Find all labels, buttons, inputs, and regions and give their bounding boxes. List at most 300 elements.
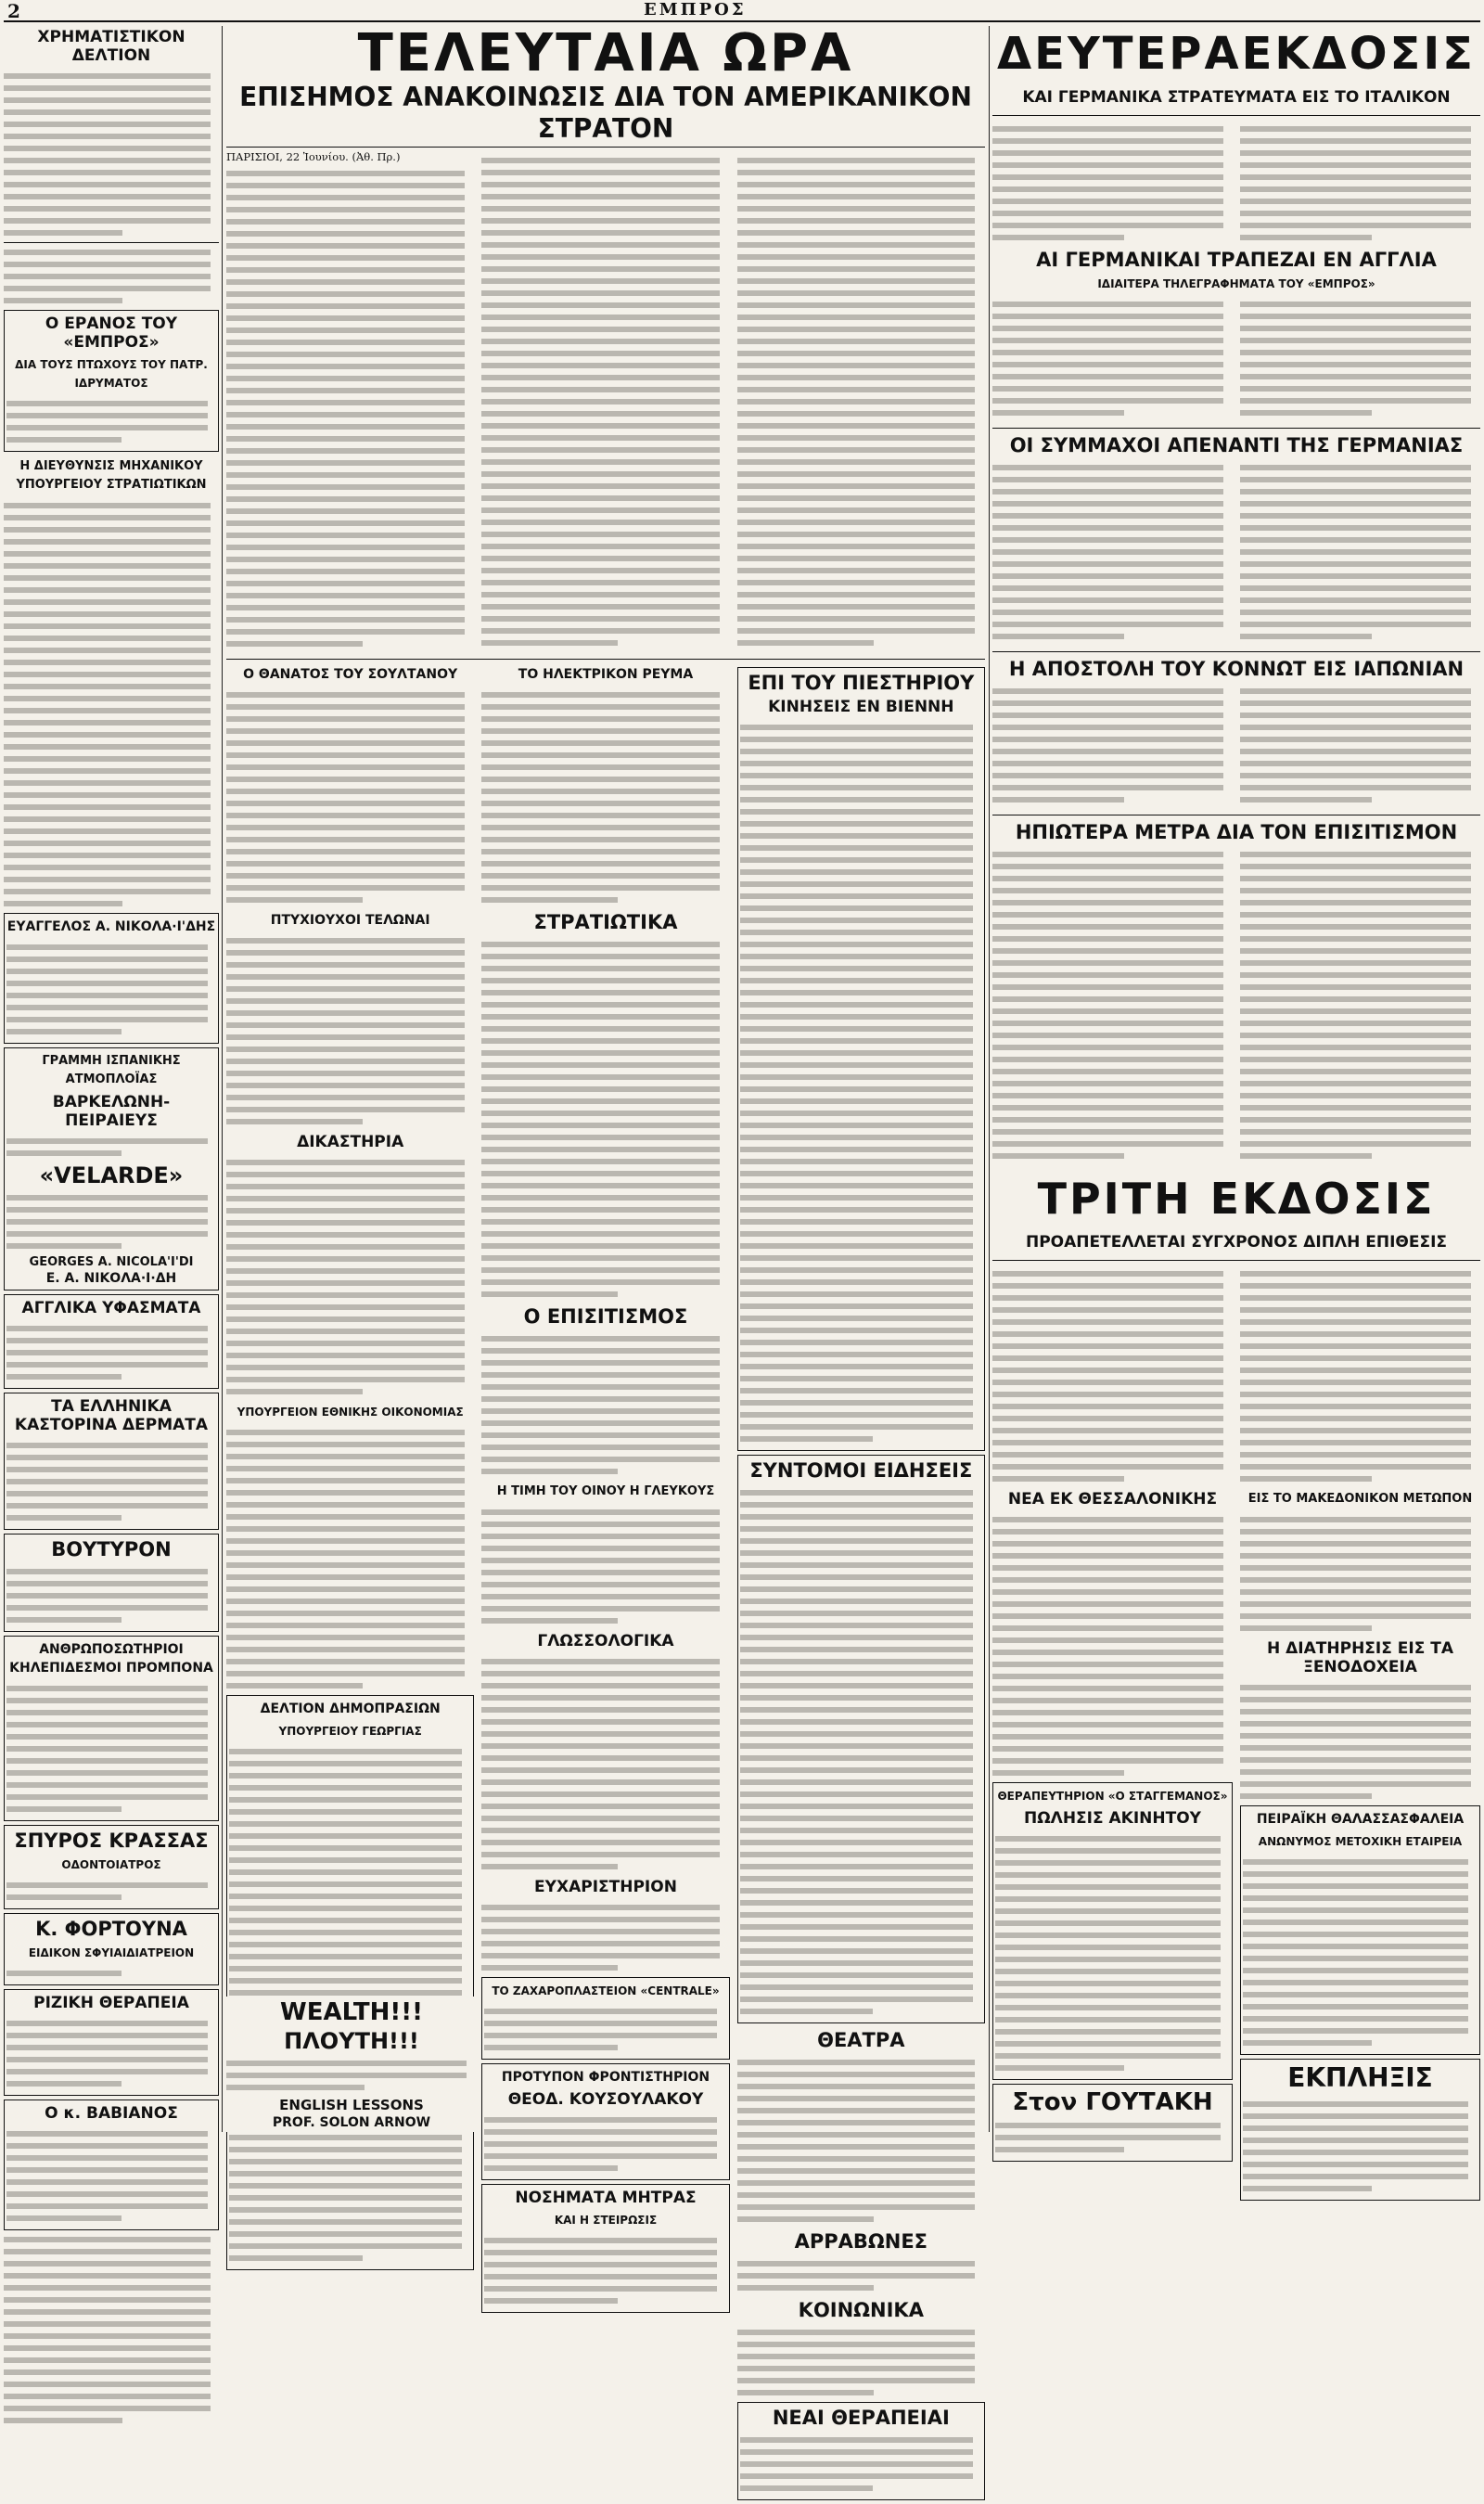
insurance-subtitle: ΑΝΩΝΥΜΟΣ ΜΕΤΟΧΙΚΗ ΕΤΑΙΡΕΙΑ bbox=[1258, 1835, 1463, 1848]
text-line bbox=[992, 1295, 1223, 1301]
text-line bbox=[226, 801, 465, 806]
text-line bbox=[1240, 1625, 1372, 1631]
text-line bbox=[740, 1912, 973, 1918]
text-line bbox=[992, 174, 1223, 180]
text-line bbox=[4, 696, 211, 701]
markets-text bbox=[4, 73, 219, 236]
nosimata-title: ΝΟΣΗΜΑΤΑ ΜΗΤΡΑΣ bbox=[515, 2188, 697, 2207]
text-line bbox=[737, 2096, 976, 2101]
text-line bbox=[226, 376, 465, 381]
text-line bbox=[992, 1307, 1223, 1313]
text-line bbox=[1240, 1129, 1471, 1135]
text-line bbox=[737, 399, 976, 404]
text-line bbox=[992, 350, 1223, 355]
text-line bbox=[226, 1659, 465, 1664]
text-line bbox=[992, 888, 1223, 893]
text-line bbox=[740, 1960, 973, 1966]
text-line bbox=[740, 1207, 973, 1213]
text-line bbox=[992, 1589, 1223, 1595]
text-line bbox=[995, 2005, 1221, 2010]
text-line bbox=[481, 1731, 720, 1737]
text-line bbox=[740, 1804, 973, 1809]
text-line bbox=[481, 1457, 720, 1462]
text-line bbox=[6, 1746, 208, 1752]
eranos-text bbox=[6, 401, 216, 443]
text-line bbox=[992, 1758, 1223, 1764]
text-line bbox=[4, 2382, 211, 2387]
syntomoi-box bbox=[737, 1455, 985, 2023]
text-line bbox=[4, 672, 211, 677]
text-line bbox=[740, 845, 973, 851]
text-line bbox=[992, 737, 1223, 742]
text-line bbox=[740, 2485, 874, 2491]
text-line bbox=[740, 773, 973, 778]
text-line bbox=[226, 752, 465, 758]
prompona-title: ΑΝΘΡΩΠΟΣΩΤΗΡΙΟΙ ΚΗΛΕΠΙΔΕΣΜΟΙ ΠΡΟΜΠΟΝΑ bbox=[9, 1642, 213, 1676]
text-line bbox=[740, 1291, 973, 1297]
text-line bbox=[481, 1279, 720, 1285]
text-line bbox=[226, 1107, 465, 1112]
text-line bbox=[4, 170, 211, 175]
text-line bbox=[481, 1804, 720, 1809]
text-line bbox=[737, 532, 976, 537]
text-line bbox=[229, 1990, 462, 1996]
text-line bbox=[481, 339, 720, 344]
text-line bbox=[4, 684, 211, 689]
text-line bbox=[1240, 610, 1471, 615]
text-line bbox=[1240, 1069, 1471, 1074]
text-line bbox=[226, 231, 465, 237]
text-line bbox=[1240, 1428, 1471, 1433]
text-line bbox=[6, 1605, 208, 1611]
text-line bbox=[740, 1550, 973, 1556]
text-line bbox=[481, 1953, 720, 1958]
text-line bbox=[229, 1906, 462, 1911]
text-line bbox=[737, 278, 976, 284]
text-line bbox=[1243, 1932, 1468, 1937]
text-line bbox=[481, 1767, 720, 1773]
text-line bbox=[995, 1920, 1221, 1926]
text-line bbox=[995, 1860, 1221, 1866]
text-line bbox=[737, 158, 976, 163]
text-line bbox=[1240, 713, 1471, 718]
text-line bbox=[1240, 1295, 1471, 1301]
text-line bbox=[481, 1445, 720, 1450]
text-line bbox=[4, 732, 211, 738]
text-line bbox=[481, 1183, 720, 1188]
text-line bbox=[481, 1695, 720, 1701]
text-line bbox=[226, 885, 465, 891]
text-line bbox=[6, 2143, 208, 2149]
text-line bbox=[226, 974, 465, 980]
text-line bbox=[226, 2073, 467, 2078]
text-line bbox=[737, 302, 976, 308]
text-line bbox=[737, 2084, 976, 2089]
text-line bbox=[992, 1416, 1223, 1421]
text-line bbox=[481, 1743, 720, 1749]
text-line bbox=[226, 716, 465, 722]
text-line bbox=[992, 199, 1223, 204]
text-line bbox=[992, 1601, 1223, 1607]
text-line bbox=[226, 1430, 465, 1435]
text-line bbox=[992, 1650, 1223, 1655]
text-line bbox=[1240, 1464, 1471, 1470]
text-line bbox=[992, 1625, 1223, 1631]
page-number: 2 bbox=[7, 0, 20, 22]
text-line bbox=[1240, 513, 1471, 519]
text-line bbox=[481, 170, 720, 175]
text-line bbox=[6, 1794, 208, 1800]
text-line bbox=[995, 2147, 1124, 2152]
text-line bbox=[740, 1791, 973, 1797]
text-line bbox=[740, 1562, 973, 1568]
text-line bbox=[992, 1021, 1223, 1026]
text-line bbox=[1240, 199, 1471, 204]
text-line bbox=[1240, 700, 1471, 706]
text-line bbox=[481, 1372, 720, 1378]
text-line bbox=[226, 436, 465, 442]
text-line bbox=[992, 1553, 1223, 1559]
text-line bbox=[226, 340, 465, 345]
text-line bbox=[740, 1864, 973, 1869]
text-line bbox=[737, 2156, 976, 2162]
text-line bbox=[740, 1135, 973, 1140]
text-line bbox=[740, 1514, 973, 1520]
text-line bbox=[1243, 1980, 1468, 1985]
text-line bbox=[1243, 2040, 1372, 2046]
text-line bbox=[226, 460, 465, 466]
text-line bbox=[1240, 725, 1471, 730]
text-line bbox=[992, 936, 1223, 942]
text-line bbox=[4, 2237, 211, 2242]
text-line bbox=[740, 1328, 973, 1333]
text-line bbox=[740, 761, 973, 766]
text-line bbox=[6, 1374, 122, 1380]
nosimata-box bbox=[481, 2184, 729, 2313]
text-line bbox=[992, 948, 1223, 954]
text-line bbox=[226, 1244, 465, 1250]
subhead-double-attack: ΠΡΟΑΠΕΤΕΛΛΕΤΑΙ ΣΥΓΧΡΟΝΟΣ ΔΙΠΛΗ ΕΠΙΘΕΣΙΣ bbox=[992, 1226, 1480, 1261]
text-line bbox=[226, 533, 465, 538]
neai-box bbox=[737, 2402, 985, 2500]
text-line bbox=[481, 861, 720, 867]
text-line bbox=[226, 1071, 465, 1076]
text-line bbox=[229, 1869, 462, 1875]
text-line bbox=[6, 1491, 208, 1496]
text-line bbox=[229, 1942, 462, 1947]
text-line bbox=[226, 1514, 465, 1520]
text-line bbox=[737, 2120, 976, 2125]
text-line bbox=[740, 1267, 973, 1273]
text-line bbox=[481, 1755, 720, 1761]
krassas-subtitle: ΟΔΟΝΤΟΙΑΤΡΟΣ bbox=[61, 1858, 161, 1871]
text-line bbox=[481, 532, 720, 537]
small-ads bbox=[4, 2237, 219, 2423]
text-line bbox=[1240, 537, 1471, 543]
text-line bbox=[481, 254, 720, 260]
notice-text bbox=[4, 503, 219, 906]
text-line bbox=[6, 1443, 208, 1448]
text-line bbox=[481, 873, 720, 879]
text-line bbox=[481, 1123, 720, 1128]
text-line bbox=[992, 1045, 1223, 1050]
text-line bbox=[226, 1599, 465, 1604]
text-line bbox=[1240, 1541, 1471, 1547]
text-line bbox=[481, 1360, 720, 1366]
measures-title: ΗΠΙΩΤΕΡΑ ΜΕΤΡΑ ΔΙΑ ΤΟΝ ΕΠΙΣΙΤΙΣΜΟΝ bbox=[1015, 821, 1458, 843]
text-line bbox=[481, 716, 720, 722]
text-line bbox=[481, 1965, 618, 1971]
text-line bbox=[481, 520, 720, 525]
text-line bbox=[226, 1526, 465, 1532]
text-line bbox=[1240, 936, 1471, 942]
text-line bbox=[1240, 972, 1471, 978]
text-line bbox=[6, 957, 208, 962]
text-line bbox=[992, 1440, 1223, 1445]
text-line bbox=[1240, 1307, 1471, 1313]
text-line bbox=[1240, 585, 1471, 591]
text-line bbox=[481, 616, 720, 622]
headline-third-edition: ΤΡΙΤΗ ΕΚΔΟΣΙΣ bbox=[1037, 1174, 1436, 1224]
text-line bbox=[226, 2061, 467, 2066]
text-line bbox=[4, 563, 211, 569]
text-line bbox=[1240, 138, 1471, 144]
ptychiouchoi-title: ΠΤΥΧΙΟΥΧΟΙ ΤΕΛΩΝΑΙ bbox=[270, 912, 430, 928]
text-line bbox=[229, 2183, 462, 2189]
fabrics-title: ΑΓΓΛΙΚΑ ΥΦΑΣΜΑΤΑ bbox=[21, 1299, 201, 1317]
text-line bbox=[481, 182, 720, 187]
text-line bbox=[484, 2129, 717, 2135]
text-line bbox=[6, 1515, 122, 1521]
text-line bbox=[481, 194, 720, 199]
text-line bbox=[1243, 1859, 1468, 1865]
text-line bbox=[226, 1208, 465, 1213]
text-line bbox=[740, 833, 973, 839]
text-line bbox=[481, 764, 720, 770]
text-line bbox=[4, 611, 211, 617]
text-line bbox=[481, 471, 720, 477]
text-line bbox=[992, 1069, 1223, 1074]
text-line bbox=[4, 551, 211, 557]
text-line bbox=[481, 1840, 720, 1845]
text-line bbox=[740, 1183, 973, 1188]
text-line bbox=[6, 2203, 208, 2209]
text-line bbox=[481, 1291, 618, 1297]
text-line bbox=[1240, 1721, 1471, 1727]
text-line bbox=[481, 825, 720, 830]
text-line bbox=[4, 756, 211, 762]
text-line bbox=[4, 206, 211, 212]
text-line bbox=[1240, 773, 1471, 778]
text-line bbox=[4, 250, 211, 255]
text-line bbox=[737, 182, 976, 187]
text-line bbox=[6, 2021, 208, 2026]
text-line bbox=[992, 1093, 1223, 1098]
text-line bbox=[992, 561, 1223, 567]
english-lessons: ENGLISH LESSONS bbox=[279, 2097, 424, 2113]
text-line bbox=[6, 1029, 122, 1034]
text-line bbox=[6, 2155, 208, 2161]
text-line bbox=[6, 1017, 208, 1022]
text-line bbox=[229, 1821, 462, 1827]
text-line bbox=[1240, 1781, 1471, 1787]
text-line bbox=[992, 1476, 1124, 1482]
text-line bbox=[226, 740, 465, 746]
text-line bbox=[4, 274, 211, 279]
text-line bbox=[226, 861, 465, 867]
text-line bbox=[226, 1341, 465, 1346]
text-line bbox=[6, 1467, 208, 1472]
text-line bbox=[1240, 634, 1372, 639]
text-line bbox=[992, 852, 1223, 857]
text-line bbox=[226, 1442, 465, 1447]
text-line bbox=[1240, 235, 1372, 240]
nosimata-subtitle: ΚΑΙ Η ΣΤΕΙΡΩΣΙΣ bbox=[554, 2213, 658, 2227]
text-line bbox=[992, 398, 1223, 404]
text-line bbox=[740, 1526, 973, 1532]
text-line bbox=[484, 2117, 717, 2123]
text-line bbox=[740, 1219, 973, 1225]
text-line bbox=[4, 587, 211, 593]
fortounas-title: Κ. ΦΟΡΤΟΥΝΑ bbox=[35, 1918, 187, 1940]
ekplixis-title: ΕΚΠΛΗΞΙΣ bbox=[1287, 2062, 1433, 2093]
text-line bbox=[484, 2238, 717, 2243]
centrale-box bbox=[481, 1977, 729, 2060]
text-line bbox=[737, 2132, 976, 2138]
text-line bbox=[1240, 362, 1471, 367]
text-line bbox=[740, 1340, 973, 1345]
text-line bbox=[481, 1522, 720, 1527]
text-line bbox=[995, 2065, 1124, 2071]
text-line bbox=[1243, 1883, 1468, 1889]
text-line bbox=[740, 881, 973, 887]
text-line bbox=[229, 1785, 462, 1791]
text-line bbox=[226, 825, 465, 830]
text-line bbox=[737, 423, 976, 429]
text-line bbox=[740, 1062, 973, 1068]
text-line bbox=[229, 1857, 462, 1863]
text-line bbox=[737, 507, 976, 513]
text-line bbox=[226, 1232, 465, 1238]
text-line bbox=[4, 286, 211, 291]
fortounas-subtitle: ΕΙΔΙΚΟΝ ΣΦΥΙΑΙΔΙΑΤΡΕΙΟΝ bbox=[28, 1946, 195, 1959]
text-line bbox=[6, 1150, 122, 1156]
text-line bbox=[992, 924, 1223, 930]
text-line bbox=[226, 789, 465, 794]
text-line bbox=[481, 1135, 720, 1140]
text-line bbox=[740, 2461, 973, 2467]
text-line bbox=[229, 1881, 462, 1887]
text-line bbox=[226, 1329, 465, 1334]
text-line bbox=[481, 1791, 720, 1797]
text-line bbox=[992, 713, 1223, 718]
text-line bbox=[4, 85, 211, 91]
text-line bbox=[1240, 1283, 1471, 1289]
text-line bbox=[226, 641, 363, 647]
text-line bbox=[6, 2191, 208, 2197]
text-line bbox=[481, 978, 720, 983]
ad-krassas bbox=[4, 1825, 219, 1909]
text-line bbox=[226, 1647, 465, 1652]
text-line bbox=[737, 2366, 976, 2371]
text-line bbox=[737, 604, 976, 610]
text-line bbox=[226, 873, 465, 879]
text-line bbox=[481, 1659, 720, 1664]
text-line bbox=[992, 1637, 1223, 1643]
text-line bbox=[740, 1719, 973, 1725]
text-line bbox=[740, 1924, 973, 1930]
text-line bbox=[1240, 501, 1471, 507]
text-line bbox=[4, 828, 211, 834]
text-line bbox=[740, 857, 973, 863]
text-line bbox=[6, 2033, 208, 2038]
frontistirion-title: ΠΡΟΤΥΠΟΝ ΦΡΟΝΤΙΣΤΗΡΙΟΝ bbox=[501, 2069, 710, 2085]
text-line bbox=[992, 610, 1223, 615]
text-line bbox=[6, 1195, 208, 1201]
text-line bbox=[737, 592, 976, 597]
eranos-title: Ο ΕΡΑΝΟΣ ΤΟΥ «ΕΜΠΡΟΣ» bbox=[45, 315, 178, 352]
text-line bbox=[1240, 186, 1471, 192]
text-line bbox=[737, 315, 976, 320]
text-line bbox=[737, 2273, 976, 2279]
text-line bbox=[740, 1014, 973, 1020]
text-line bbox=[1240, 761, 1471, 766]
text-line bbox=[4, 575, 211, 581]
text-line bbox=[481, 752, 720, 758]
text-line bbox=[740, 1026, 973, 1032]
text-line bbox=[4, 97, 211, 103]
text-line bbox=[481, 740, 720, 746]
text-line bbox=[992, 1355, 1223, 1361]
text-line bbox=[226, 1119, 363, 1124]
text-line bbox=[1240, 525, 1471, 531]
staggemanos-box bbox=[992, 1782, 1233, 2080]
text-line bbox=[4, 122, 211, 127]
markets-title: ΧΡΗΜΑΤΙΣΤΙΚΟΝ ΔΕΛΤΙΟΝ bbox=[37, 28, 186, 65]
headline-second-edition: ΔΕΥΤΕΡΑΕΚΔΟΣΙΣ bbox=[997, 28, 1476, 80]
text-line bbox=[992, 1577, 1223, 1583]
text-line bbox=[1243, 1944, 1468, 1949]
text-line bbox=[6, 2057, 208, 2062]
kousoulakou-title: ΘΕΟΔ. ΚΟΥΣΟΥΛΑΚΟΥ bbox=[507, 2089, 704, 2109]
text-line bbox=[1240, 785, 1471, 790]
text-line bbox=[481, 375, 720, 380]
goutaki-box bbox=[992, 2084, 1233, 2162]
text-line bbox=[226, 777, 465, 782]
text-line bbox=[740, 1840, 973, 1845]
text-line bbox=[1240, 350, 1471, 355]
text-line bbox=[740, 2009, 874, 2014]
text-line bbox=[4, 73, 211, 79]
text-line bbox=[6, 2069, 208, 2074]
text-line bbox=[740, 1303, 973, 1309]
text-line bbox=[481, 544, 720, 549]
text-line bbox=[226, 1574, 465, 1580]
text-line bbox=[4, 2357, 211, 2363]
text-line bbox=[4, 889, 211, 894]
text-line bbox=[226, 897, 363, 903]
text-line bbox=[737, 447, 976, 453]
text-line bbox=[481, 1396, 720, 1402]
text-line bbox=[481, 1420, 720, 1426]
text-line bbox=[481, 315, 720, 320]
text-line bbox=[1240, 1452, 1471, 1457]
text-line bbox=[1243, 1907, 1468, 1913]
text-line bbox=[481, 1408, 720, 1414]
text-line bbox=[226, 1196, 465, 1201]
text-line bbox=[1240, 749, 1471, 754]
text-line bbox=[226, 545, 465, 550]
